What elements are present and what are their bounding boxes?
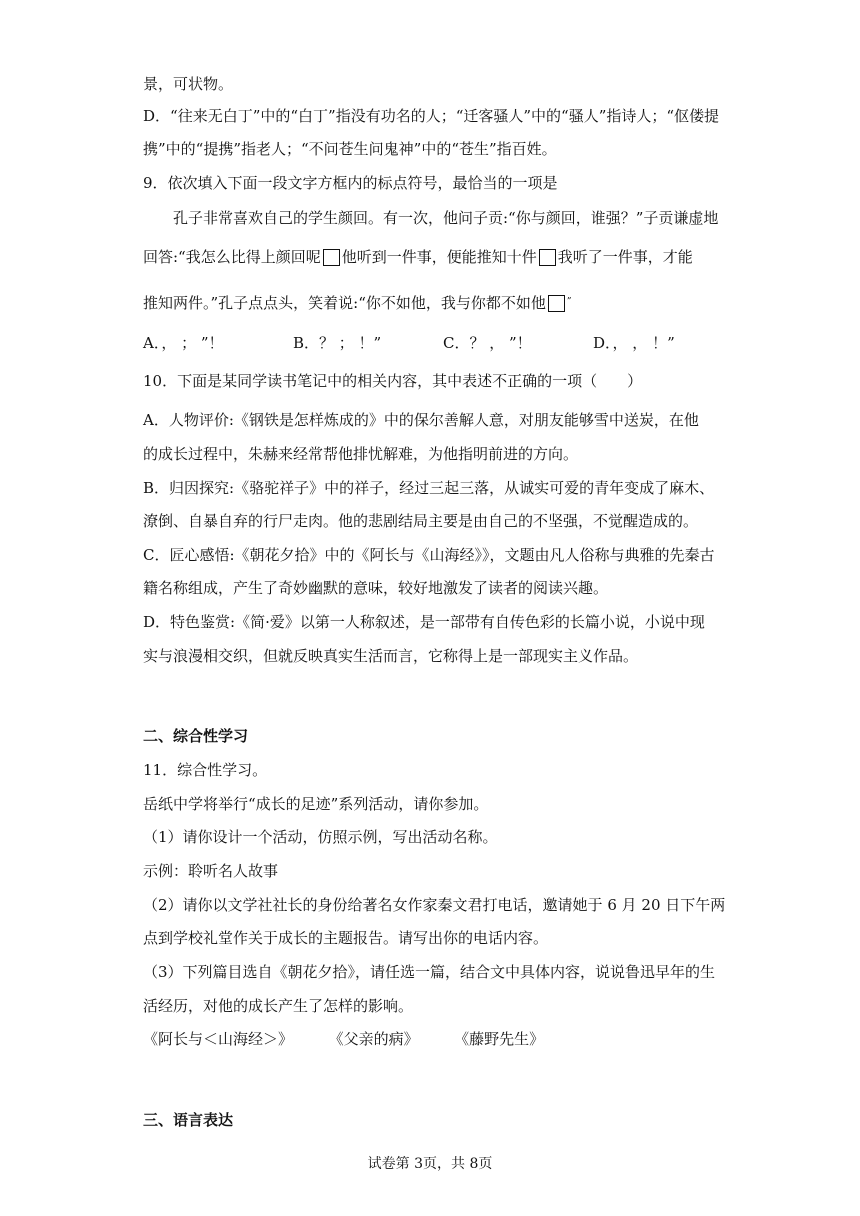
text-line-with-boxes: [143, 247, 693, 267]
blank-box-3: [548, 295, 565, 312]
title-item: 《阿长与＜山海经＞》: [143, 1030, 294, 1048]
question-11: 11．综合性学习。: [143, 761, 268, 779]
blank-box-2: [539, 249, 556, 266]
text-line: 实与浪漫相交织，但就反映真实生活而言，它称得上是一部现实主义作品。: [143, 647, 639, 665]
text-line: 孔子非常喜欢自己的学生颜回。有一次，他问子贡:“你与颜回，谁强？”子贡谦虚地: [173, 209, 719, 227]
page-footer: 试卷第 3页，共 8页: [367, 1156, 493, 1172]
text-line-with-boxes: [143, 292, 572, 313]
blank-box-1: [323, 249, 340, 266]
text-line: 籍名称组成，产生了奇妙幽默的意味，较好地激发了读者的阅读兴趣。: [143, 579, 609, 597]
text-line: D．“往来无白丁”中的“白丁”指没有功名的人；“迁客骚人”中的“骚人”指诗人；“伛偻提: [143, 107, 720, 125]
question-9: 9．依次填入下面一段文字方框内的标点符号，最恰当的一项是: [143, 174, 558, 192]
text-line: 示例：聆听名人故事: [143, 862, 279, 880]
option-a: A．， ； ”！: [143, 334, 224, 352]
text-line: 的成长过程中，朱赫来经常帮他排忧解难，为他指明前进的方向。: [143, 445, 579, 463]
text-line: （3）下列篇目选自《朝花夕拾》，请任选一篇，结合文中具体内容，说说鲁迅早年的生: [143, 963, 716, 981]
text-line: 活经历，对他的成长产生了怎样的影响。: [143, 997, 414, 1015]
text-line: A．人物评价:《钢铁是怎样炼成的》中的保尔善解人意，对朋友能够雪中送炭，在他: [143, 411, 699, 429]
option-d: D．， ， ！”: [593, 334, 675, 352]
text-span: 推知两件。”孔子点点头，笑着说:“你不如他，我与你都不如他: [143, 294, 546, 312]
text-line: （1）请你设计一个活动，仿照示例，写出活动名称。: [143, 828, 498, 846]
text-line: 岳纸中学将举行“成长的足迹”系列活动，请你参加。: [143, 795, 489, 813]
text-line: D．特色鉴赏:《简·爱》以第一人称叙述，是一部带有自传色彩的长篇小说，小说中现: [143, 613, 705, 631]
question-9-options: [143, 333, 675, 353]
text-span: 他听到一件事，便能推知十件: [341, 248, 537, 266]
text-line: 景，可状物。: [143, 75, 234, 93]
text-line: B．归因探究:《骆驼祥子》中的祥子，经过三起三落，从诚实可爱的青年变成了麻木、: [143, 479, 715, 497]
text-line: C．匠心感悟:《朝花夕拾》中的《阿长与《山海经》》，文题由凡人俗称与典雅的先秦古: [143, 546, 715, 564]
text-line: 携”中的“提携”指老人；“不问苍生问鬼神”中的“苍生”指百姓。: [143, 140, 557, 158]
text-span: 我听了一件事，才能: [557, 248, 693, 266]
title-item: 《藤野先生》: [454, 1030, 545, 1048]
option-b: B．？ ； ！”: [293, 334, 382, 352]
text-line: 点到学校礼堂作关于成长的主题报告。请写出你的电话内容。: [143, 929, 549, 947]
text-span: 回答:“我怎么比得上颜回呢: [143, 248, 321, 266]
section-heading: 二、综合性学习: [143, 727, 249, 745]
option-c: C．？ ， ”！: [443, 334, 532, 352]
question-10: 10．下面是某同学读书笔记中的相关内容，其中表述不正确的一项（ ）: [143, 372, 643, 390]
text-line: 潦倒、自暴自弃的行尸走肉。他的悲剧结局主要是由自己的不坚强，不觉醒造成的。: [143, 512, 699, 530]
title-list: [143, 1029, 544, 1049]
title-item: 《父亲的病》: [328, 1030, 419, 1048]
text-span: ”: [566, 297, 572, 307]
text-line: （2）请你以文学社社长的身份给著名女作家秦文君打电话，邀请她于 6 月 20 日下午两: [143, 896, 726, 914]
section-heading: 三、语言表达: [143, 1111, 234, 1129]
